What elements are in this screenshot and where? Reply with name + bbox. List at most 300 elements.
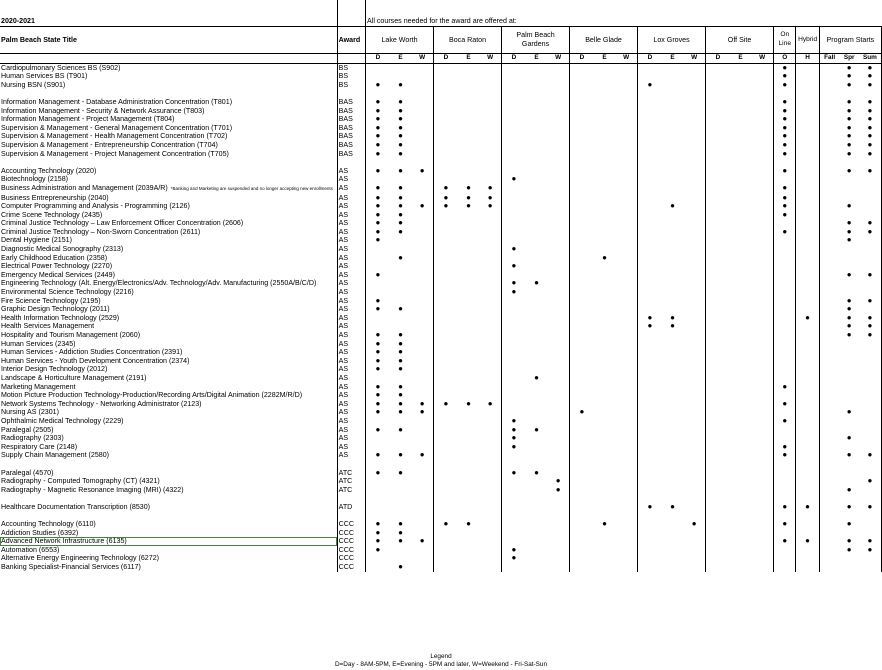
offering-cell[interactable] [526, 175, 547, 184]
program-title[interactable] [0, 434, 337, 443]
offering-cell[interactable] [547, 426, 569, 435]
offering-cell[interactable] [366, 434, 390, 443]
program-title[interactable] [0, 357, 337, 366]
program-title[interactable] [0, 486, 337, 495]
offering-cell[interactable] [547, 150, 569, 159]
offering-cell[interactable] [502, 426, 526, 435]
offering-cell[interactable] [730, 443, 751, 452]
table-row[interactable] [0, 271, 882, 280]
offering-cell[interactable] [458, 271, 479, 280]
offering-cell[interactable] [662, 340, 683, 349]
offering-cell[interactable] [662, 546, 683, 555]
table-row[interactable] [0, 262, 882, 271]
offering-cell[interactable] [638, 357, 662, 366]
offering-cell[interactable] [615, 408, 637, 417]
offering-cell[interactable] [662, 511, 683, 520]
offering-cell[interactable] [840, 434, 859, 443]
offering-cell[interactable] [859, 271, 882, 280]
offering-cell[interactable] [796, 150, 819, 159]
offering-cell[interactable] [751, 365, 773, 374]
offering-cell[interactable] [458, 391, 479, 400]
offering-cell[interactable] [683, 150, 705, 159]
offering-cell[interactable] [502, 563, 526, 572]
offering-cell[interactable] [526, 228, 547, 237]
offering-cell[interactable] [434, 115, 458, 124]
table-row[interactable] [0, 305, 882, 314]
offering-cell[interactable] [434, 365, 458, 374]
offering-cell[interactable] [615, 537, 637, 546]
offering-cell[interactable] [390, 486, 411, 495]
offering-cell[interactable] [819, 202, 839, 211]
offering-cell[interactable] [774, 314, 796, 323]
offering-cell[interactable] [434, 184, 458, 194]
offering-cell[interactable] [615, 434, 637, 443]
offering-cell[interactable] [662, 288, 683, 297]
offering-cell[interactable] [479, 494, 501, 503]
offering-cell[interactable] [366, 520, 390, 529]
offering-cell[interactable] [840, 357, 859, 366]
offering-cell[interactable] [662, 460, 683, 469]
offering-cell[interactable] [796, 469, 819, 478]
offering-cell[interactable] [458, 408, 479, 417]
offering-cell[interactable] [796, 331, 819, 340]
offering-cell[interactable] [434, 520, 458, 529]
table-row[interactable] [0, 400, 882, 409]
offering-cell[interactable] [547, 236, 569, 245]
table-row[interactable] [0, 98, 882, 107]
offering-cell[interactable] [706, 443, 730, 452]
offering-cell[interactable] [570, 434, 594, 443]
offering-cell[interactable] [594, 228, 615, 237]
offering-cell[interactable] [819, 175, 839, 184]
offering-cell[interactable] [662, 400, 683, 409]
offering-cell[interactable] [526, 322, 547, 331]
offering-cell[interactable] [683, 529, 705, 538]
offering-cell[interactable] [662, 331, 683, 340]
offering-cell[interactable] [434, 279, 458, 288]
offering-cell[interactable] [683, 141, 705, 150]
offering-cell[interactable] [594, 331, 615, 340]
offering-cell[interactable] [458, 132, 479, 141]
offering-cell[interactable] [570, 451, 594, 460]
offering-cell[interactable] [570, 426, 594, 435]
offering-cell[interactable] [434, 357, 458, 366]
offering-cell[interactable] [706, 374, 730, 383]
offering-cell[interactable] [411, 322, 433, 331]
offering-cell[interactable] [570, 219, 594, 228]
offering-cell[interactable] [730, 245, 751, 254]
offering-cell[interactable] [730, 520, 751, 529]
offering-cell[interactable] [751, 72, 773, 81]
offering-cell[interactable] [683, 563, 705, 572]
offering-cell[interactable] [479, 202, 501, 211]
offering-cell[interactable] [683, 124, 705, 133]
offering-cell[interactable] [859, 141, 882, 150]
offering-cell[interactable] [774, 288, 796, 297]
award-type[interactable]: BAS [337, 98, 365, 107]
offering-cell[interactable] [526, 434, 547, 443]
offering-cell[interactable] [479, 417, 501, 426]
table-row[interactable] [0, 383, 882, 392]
offering-cell[interactable] [458, 554, 479, 563]
offering-cell[interactable] [662, 271, 683, 280]
award-type[interactable]: AS [337, 331, 365, 340]
offering-cell[interactable] [479, 254, 501, 263]
offering-cell[interactable] [434, 81, 458, 90]
offering-cell[interactable] [774, 132, 796, 141]
offering-cell[interactable] [594, 81, 615, 90]
offering-cell[interactable] [683, 460, 705, 469]
offering-cell[interactable] [502, 443, 526, 452]
table-row[interactable] [0, 228, 882, 237]
offering-cell[interactable] [706, 331, 730, 340]
offering-cell[interactable] [796, 408, 819, 417]
offering-cell[interactable] [706, 124, 730, 133]
offering-cell[interactable] [594, 469, 615, 478]
offering-cell[interactable] [594, 245, 615, 254]
offering-cell[interactable] [366, 511, 390, 520]
offering-cell[interactable] [730, 167, 751, 176]
offering-cell[interactable] [411, 469, 433, 478]
offering-cell[interactable] [840, 219, 859, 228]
offering-cell[interactable] [706, 262, 730, 271]
offering-cell[interactable] [683, 486, 705, 495]
offering-cell[interactable] [796, 537, 819, 546]
offering-cell[interactable] [594, 305, 615, 314]
offering-cell[interactable] [526, 219, 547, 228]
offering-cell[interactable] [819, 271, 839, 280]
offering-cell[interactable] [390, 408, 411, 417]
offering-cell[interactable] [638, 434, 662, 443]
offering-cell[interactable] [502, 451, 526, 460]
offering-cell[interactable] [840, 245, 859, 254]
offering-cell[interactable] [683, 297, 705, 306]
offering-cell[interactable] [390, 288, 411, 297]
offering-cell[interactable] [411, 451, 433, 460]
offering-cell[interactable] [840, 150, 859, 159]
offering-cell[interactable] [638, 451, 662, 460]
offering-cell[interactable] [458, 383, 479, 392]
offering-cell[interactable] [502, 546, 526, 555]
offering-cell[interactable] [638, 245, 662, 254]
offering-cell[interactable] [526, 408, 547, 417]
offering-cell[interactable] [502, 219, 526, 228]
offering-cell[interactable] [683, 184, 705, 194]
offering-cell[interactable] [662, 443, 683, 452]
offering-cell[interactable] [662, 115, 683, 124]
offering-cell[interactable] [594, 194, 615, 203]
offering-cell[interactable] [390, 554, 411, 563]
offering-cell[interactable] [594, 271, 615, 280]
program-title[interactable] [0, 228, 337, 237]
offering-cell[interactable] [570, 331, 594, 340]
offering-cell[interactable] [411, 331, 433, 340]
offering-cell[interactable] [730, 340, 751, 349]
offering-cell[interactable] [526, 184, 547, 194]
offering-cell[interactable] [411, 494, 433, 503]
award-type[interactable]: CCC [337, 554, 365, 563]
offering-cell[interactable] [570, 305, 594, 314]
table-row[interactable] [0, 563, 882, 572]
offering-cell[interactable] [434, 219, 458, 228]
offering-cell[interactable] [796, 262, 819, 271]
program-title[interactable] [0, 297, 337, 306]
offering-cell[interactable] [706, 460, 730, 469]
program-title[interactable] [0, 460, 337, 469]
offering-cell[interactable] [594, 443, 615, 452]
award-type[interactable]: AS [337, 228, 365, 237]
offering-cell[interactable] [458, 546, 479, 555]
offering-cell[interactable] [547, 158, 569, 167]
offering-cell[interactable] [796, 554, 819, 563]
offering-cell[interactable] [840, 391, 859, 400]
offering-cell[interactable] [683, 194, 705, 203]
offering-cell[interactable] [751, 228, 773, 237]
offering-cell[interactable] [638, 288, 662, 297]
offering-cell[interactable] [570, 511, 594, 520]
offering-cell[interactable] [730, 529, 751, 538]
offering-cell[interactable] [390, 546, 411, 555]
offering-cell[interactable] [774, 563, 796, 572]
offering-cell[interactable] [638, 563, 662, 572]
offering-cell[interactable] [526, 132, 547, 141]
offering-cell[interactable] [366, 340, 390, 349]
offering-cell[interactable] [796, 443, 819, 452]
award-type[interactable]: AS [337, 297, 365, 306]
offering-cell[interactable] [840, 72, 859, 81]
offering-cell[interactable] [774, 175, 796, 184]
offering-cell[interactable] [819, 511, 839, 520]
offering-cell[interactable] [458, 124, 479, 133]
offering-cell[interactable] [638, 511, 662, 520]
offering-cell[interactable] [502, 124, 526, 133]
offering-cell[interactable] [390, 503, 411, 512]
offering-cell[interactable] [458, 297, 479, 306]
table-row[interactable] [0, 331, 882, 340]
offering-cell[interactable] [526, 279, 547, 288]
offering-cell[interactable] [859, 511, 882, 520]
offering-cell[interactable] [859, 314, 882, 323]
offering-cell[interactable] [594, 340, 615, 349]
offering-cell[interactable] [366, 167, 390, 176]
program-title[interactable] [0, 211, 337, 220]
offering-cell[interactable] [638, 262, 662, 271]
offering-cell[interactable] [547, 546, 569, 555]
offering-cell[interactable] [751, 63, 773, 72]
offering-cell[interactable] [434, 348, 458, 357]
offering-cell[interactable] [615, 314, 637, 323]
award-type[interactable]: BAS [337, 115, 365, 124]
offering-cell[interactable] [683, 340, 705, 349]
offering-cell[interactable] [479, 340, 501, 349]
offering-cell[interactable] [615, 546, 637, 555]
offering-cell[interactable] [411, 417, 433, 426]
offering-cell[interactable] [615, 115, 637, 124]
offering-cell[interactable] [479, 460, 501, 469]
offering-cell[interactable] [706, 167, 730, 176]
offering-cell[interactable] [638, 331, 662, 340]
offering-cell[interactable] [547, 486, 569, 495]
offering-cell[interactable] [662, 469, 683, 478]
offering-cell[interactable] [730, 434, 751, 443]
offering-cell[interactable] [615, 288, 637, 297]
offering-cell[interactable] [458, 219, 479, 228]
program-title[interactable] [0, 365, 337, 374]
offering-cell[interactable] [479, 408, 501, 417]
offering-cell[interactable] [458, 245, 479, 254]
offering-cell[interactable] [547, 132, 569, 141]
offering-cell[interactable] [730, 124, 751, 133]
offering-cell[interactable] [859, 262, 882, 271]
offering-cell[interactable] [411, 150, 433, 159]
offering-cell[interactable] [662, 391, 683, 400]
offering-cell[interactable] [819, 288, 839, 297]
offering-cell[interactable] [751, 150, 773, 159]
offering-cell[interactable] [479, 391, 501, 400]
offering-cell[interactable] [570, 72, 594, 81]
offering-cell[interactable] [796, 158, 819, 167]
offering-cell[interactable] [774, 469, 796, 478]
offering-cell[interactable] [434, 434, 458, 443]
award-type[interactable]: CCC [337, 546, 365, 555]
offering-cell[interactable] [594, 107, 615, 116]
award-type[interactable]: AS [337, 426, 365, 435]
offering-cell[interactable] [662, 98, 683, 107]
offering-cell[interactable] [615, 262, 637, 271]
offering-cell[interactable] [434, 167, 458, 176]
offering-cell[interactable] [638, 477, 662, 486]
offering-cell[interactable] [366, 554, 390, 563]
offering-cell[interactable] [615, 202, 637, 211]
offering-cell[interactable] [638, 89, 662, 98]
program-title[interactable] [0, 271, 337, 280]
offering-cell[interactable] [706, 89, 730, 98]
offering-cell[interactable] [594, 537, 615, 546]
offering-cell[interactable] [730, 503, 751, 512]
offering-cell[interactable] [662, 426, 683, 435]
offering-cell[interactable] [859, 89, 882, 98]
offering-cell[interactable] [662, 314, 683, 323]
offering-cell[interactable] [502, 194, 526, 203]
offering-cell[interactable] [774, 184, 796, 194]
offering-cell[interactable] [570, 357, 594, 366]
offering-cell[interactable] [819, 503, 839, 512]
offering-cell[interactable] [638, 348, 662, 357]
offering-cell[interactable] [638, 494, 662, 503]
offering-cell[interactable] [638, 391, 662, 400]
offering-cell[interactable] [774, 228, 796, 237]
program-title[interactable] [0, 520, 337, 529]
program-title[interactable] [0, 383, 337, 392]
offering-cell[interactable] [458, 211, 479, 220]
offering-cell[interactable] [774, 279, 796, 288]
offering-cell[interactable] [547, 554, 569, 563]
offering-cell[interactable] [730, 451, 751, 460]
offering-cell[interactable] [730, 391, 751, 400]
offering-cell[interactable] [366, 158, 390, 167]
table-row[interactable] [0, 89, 882, 98]
offering-cell[interactable] [706, 98, 730, 107]
offering-cell[interactable] [819, 63, 839, 72]
offering-cell[interactable] [390, 81, 411, 90]
offering-cell[interactable] [840, 124, 859, 133]
offering-cell[interactable] [366, 529, 390, 538]
offering-cell[interactable] [479, 115, 501, 124]
offering-cell[interactable] [774, 374, 796, 383]
offering-cell[interactable] [751, 305, 773, 314]
offering-cell[interactable] [662, 167, 683, 176]
offering-cell[interactable] [390, 245, 411, 254]
offering-cell[interactable] [366, 451, 390, 460]
offering-cell[interactable] [638, 314, 662, 323]
offering-cell[interactable] [458, 365, 479, 374]
offering-cell[interactable] [526, 348, 547, 357]
program-title[interactable] [0, 158, 337, 167]
offering-cell[interactable] [615, 391, 637, 400]
offering-cell[interactable] [526, 314, 547, 323]
offering-cell[interactable] [638, 537, 662, 546]
offering-cell[interactable] [840, 426, 859, 435]
program-title[interactable] [0, 340, 337, 349]
offering-cell[interactable] [547, 279, 569, 288]
offering-cell[interactable] [819, 305, 839, 314]
offering-cell[interactable] [859, 426, 882, 435]
program-title[interactable] [0, 494, 337, 503]
offering-cell[interactable] [411, 107, 433, 116]
offering-cell[interactable] [751, 271, 773, 280]
offering-cell[interactable] [479, 167, 501, 176]
offering-cell[interactable] [502, 469, 526, 478]
offering-cell[interactable] [434, 529, 458, 538]
offering-cell[interactable] [547, 228, 569, 237]
offering-cell[interactable] [774, 340, 796, 349]
offering-cell[interactable] [479, 150, 501, 159]
offering-cell[interactable] [502, 279, 526, 288]
offering-cell[interactable] [730, 383, 751, 392]
offering-cell[interactable] [411, 184, 433, 194]
offering-cell[interactable] [594, 115, 615, 124]
offering-cell[interactable] [730, 314, 751, 323]
offering-cell[interactable] [730, 279, 751, 288]
offering-cell[interactable] [706, 254, 730, 263]
offering-cell[interactable] [594, 383, 615, 392]
offering-cell[interactable] [390, 391, 411, 400]
offering-cell[interactable] [434, 426, 458, 435]
table-row[interactable] [0, 141, 882, 150]
offering-cell[interactable] [774, 107, 796, 116]
program-title[interactable] [0, 554, 337, 563]
offering-cell[interactable] [683, 175, 705, 184]
offering-cell[interactable] [479, 451, 501, 460]
offering-cell[interactable] [502, 184, 526, 194]
offering-cell[interactable] [751, 167, 773, 176]
offering-cell[interactable] [526, 271, 547, 280]
program-title[interactable] [0, 175, 337, 184]
offering-cell[interactable] [751, 408, 773, 417]
offering-cell[interactable] [411, 167, 433, 176]
offering-cell[interactable] [570, 245, 594, 254]
offering-cell[interactable] [819, 297, 839, 306]
offering-cell[interactable] [730, 150, 751, 159]
table-row[interactable] [0, 211, 882, 220]
offering-cell[interactable] [819, 72, 839, 81]
offering-cell[interactable] [859, 245, 882, 254]
offering-cell[interactable] [366, 460, 390, 469]
offering-cell[interactable] [434, 408, 458, 417]
offering-cell[interactable] [751, 383, 773, 392]
offering-cell[interactable] [547, 115, 569, 124]
offering-cell[interactable] [479, 511, 501, 520]
